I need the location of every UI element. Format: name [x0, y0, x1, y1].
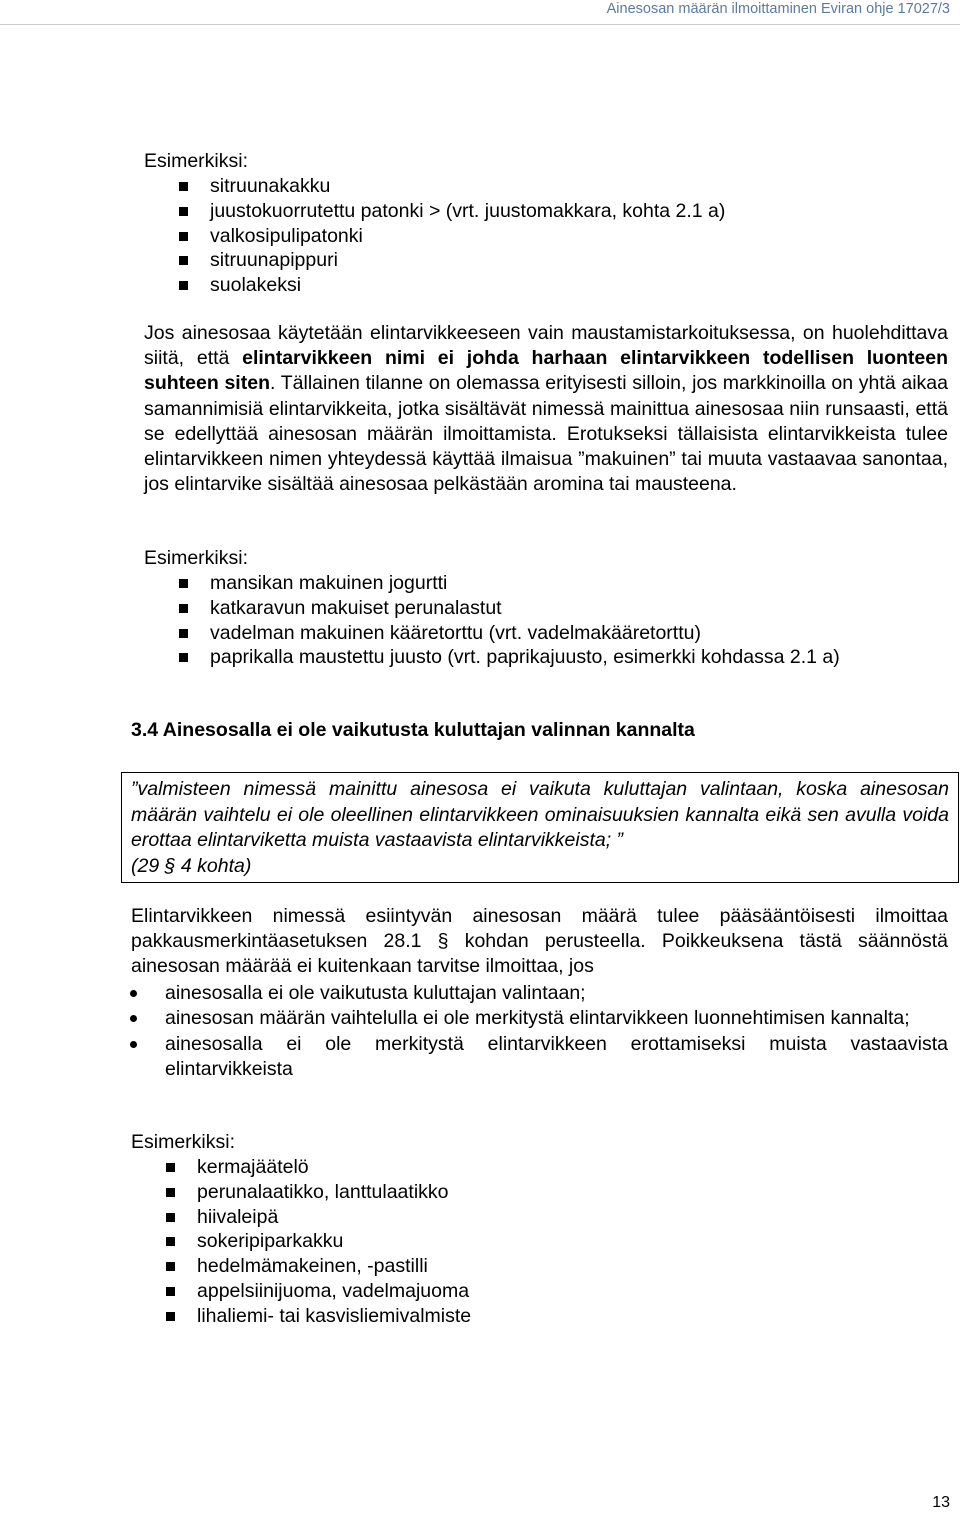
quote-reference: (29 § 4 kohta) — [131, 854, 252, 877]
paragraph-emphasis: elintarvikkeen nimi ei johda harhaan elintarvikkeen todellisen luonteen suhteen siten — [144, 347, 948, 395]
list-item: ainesosan määrän vaihtelulla ei ole merkitystä elintarvikkeen luonnehtimisen kannalta; — [128, 1006, 948, 1031]
list-item: mansikan makuinen jogurtti — [144, 571, 840, 596]
examples-heading: Esimerkiksi: — [131, 1131, 236, 1153]
list-item: hedelmämakeinen, -pastilli — [131, 1254, 471, 1279]
paragraph-lead: Jos ainesosaa käytetään elintarvikkeeseen vain maustamistarkoituksessa, on huolehdittava siitä, että — [144, 322, 948, 370]
section-heading: 3.4 Ainesosalla ei ole vaikutusta kuluttajan valinnan kannalta — [131, 719, 695, 741]
list-item: perunalaatikko, lanttulaatikko — [131, 1180, 471, 1205]
list-item: ainesosalla ei ole vaikutusta kuluttajan valintaan; — [128, 981, 948, 1006]
list-item: hiivaleipä — [131, 1205, 471, 1230]
quote-text: ”valmisteen nimessä mainittu ainesosa ei vaikuta kuluttajan valintaan, koska ainesosan määrän vaihtelu ei ole oleellinen elintarvikkeen ominaisuuksien kannalta eikä sen avulla voida erottaa elintarviketta muista vastaavista elintarvikkeista; ” — [131, 778, 949, 851]
list-item: sokeripiparkakku — [131, 1229, 471, 1254]
examples-list — [144, 571, 840, 670]
list-item: ainesosalla ei ole merkitystä elintarvikkeen erottamiseksi muista vastaavista elintarvikkeista — [128, 1032, 948, 1083]
examples-heading: Esimerkiksi: — [144, 150, 249, 172]
paragraph-flavouring — [144, 321, 948, 497]
list-item: sitruunapippuri — [144, 248, 725, 273]
examples-list — [144, 174, 725, 298]
conditions-block — [128, 981, 948, 1082]
list-item: sitruunakakku — [144, 174, 725, 199]
examples-block-3 — [131, 1130, 471, 1329]
examples-heading: Esimerkiksi: — [144, 547, 249, 569]
list-item: suolakeksi — [144, 273, 725, 298]
list-item: katkaravun makuiset perunalastut — [144, 596, 840, 621]
header-title: Ainesosan määrän ilmoittaminen Eviran ohje 17027/3 — [606, 1, 950, 17]
paragraph-rest: . Tällainen tilanne on olemassa erityisesti silloin, jos markkinoilla on yhtä aikaa samannimisiä elintarvikkeita, jotka sisältävät nimessä mainittua ainesosaa niin runsaasti, että se edellyttää ainesosan määrän ilmoittamista. Erotukseksi tällaisista elintarvikkeista tulee elintarvikkeen nimen yhteydessä käyttää ilmaisua ”makuinen” tai muuta vastaavaa sanontaa, jos elintarvike sisältää ainesosaa pelkästään aromina tai mausteena. — [144, 372, 948, 496]
list-item: appelsiinijuoma, vadelmajuoma — [131, 1279, 471, 1304]
list-item: kermajäätelö — [131, 1155, 471, 1180]
examples-block-2 — [144, 546, 840, 670]
paragraph-rule: Elintarvikkeen nimessä esiintyvän ainesosan määrä tulee pääsääntöisesti ilmoittaa pakkausmerkintäasetuksen 28.1 § kohdan perusteella. Poikkeuksena tästä säännöstä ainesosan määrää ei kuitenkaan tarvitse ilmoittaa, jos — [131, 905, 948, 978]
document-header — [0, 0, 960, 25]
list-item: lihaliemi- tai kasvisliemivalmiste — [131, 1304, 471, 1329]
list-item: paprikalla maustettu juusto (vrt. paprikajuusto, esimerkki kohdassa 2.1 a) — [144, 645, 840, 670]
examples-list — [131, 1155, 471, 1329]
examples-block-1 — [144, 149, 725, 298]
conditions-list — [128, 981, 948, 1082]
list-item: juustokuorrutettu patonki > (vrt. juustomakkara, kohta 2.1 a) — [144, 199, 725, 224]
legal-quote-box — [121, 772, 959, 883]
page-number: 13 — [932, 1494, 950, 1511]
list-item: vadelman makuinen kääretorttu (vrt. vadelmakääretorttu) — [144, 621, 840, 646]
list-item: valkosipulipatonki — [144, 224, 725, 249]
